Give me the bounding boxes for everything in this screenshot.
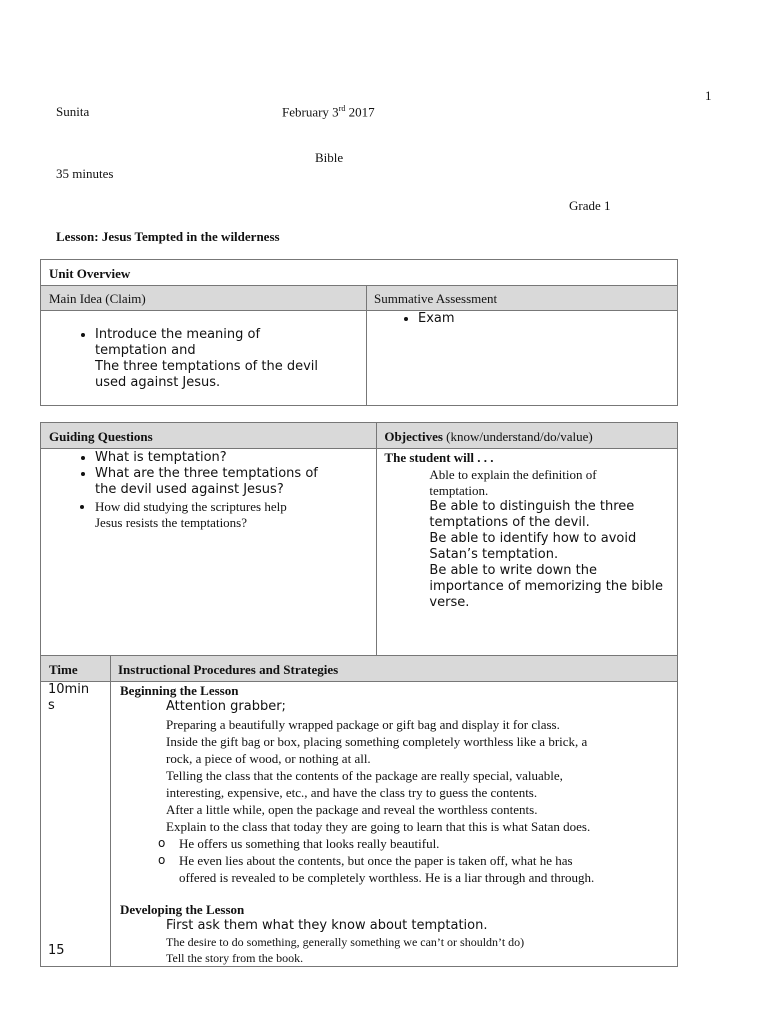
- objectives-header-detail: (know/understand/do/value): [442, 429, 593, 444]
- objectives-header: Objectives: [384, 429, 443, 444]
- satan-point: o He even lies about the contents, but once the paper is taken off, what he has offered is revealed to be completely worthless. He is a liar through and through.: [179, 852, 677, 886]
- developing-title: Developing the Lesson: [120, 902, 245, 917]
- duration: 35 minutes: [56, 166, 114, 181]
- unit-overview-table: [40, 259, 678, 406]
- main-idea-item: • Introduce the meaning of temptation and The three temptations of the devil used against Jesus.: [95, 327, 366, 391]
- date-ordinal: rd: [338, 104, 346, 113]
- beginning-steps: [120, 699, 677, 835]
- developing-step: First ask them what they know about temptation.: [166, 918, 488, 933]
- procedures-cell: [111, 682, 678, 967]
- main-idea-header: Main Idea (Claim): [49, 291, 146, 306]
- objective-item: Be able to write down the importance of memorizing the bible verse.: [429, 563, 663, 610]
- objectives-list: [384, 467, 677, 611]
- author-name: Sunita: [56, 104, 90, 119]
- guiding-question: • How did studying the scriptures help Jesus resists the temptations?: [95, 498, 376, 531]
- procedures-header-cell: [111, 656, 678, 682]
- lesson-plan-table: [40, 422, 678, 967]
- main-idea-header-cell: [41, 286, 367, 311]
- page-number: 1: [705, 88, 712, 103]
- satan-point: o He offers us something that looks really beautiful.: [179, 835, 677, 852]
- guiding-header: Guiding Questions: [49, 429, 153, 444]
- beginning-step: Telling the class that the contents of the package are really special, valuable, interesting, expensive, etc., and have the class try to guess the contents.: [166, 768, 563, 800]
- summative-cell: [367, 311, 678, 406]
- beginning-step: Explain to the class that today they are going to learn that this is what Satan does.: [166, 819, 591, 834]
- beginning-step: Inside the gift bag or box, placing something completely worthless like a brick, a rock, a piece of wood, or nothing at all.: [166, 734, 588, 766]
- grade-level: Grade 1: [569, 198, 611, 213]
- objectives-intro: The student will . . .: [384, 450, 494, 465]
- objective-item: Able to explain the definition of temptation.: [429, 467, 597, 498]
- objectives-cell: [377, 449, 678, 656]
- beginning-step: After a little while, open the package and reveal the worthless contents.: [166, 802, 538, 817]
- summative-list: [367, 311, 677, 327]
- beginning-step: Preparing a beautifully wrapped package or gift bag and display it for class.: [166, 717, 560, 732]
- unit-overview-title: Unit Overview: [49, 266, 131, 281]
- summative-header: Summative Assessment: [374, 291, 498, 306]
- guiding-header-cell: [41, 423, 377, 449]
- guiding-cell: [41, 449, 377, 656]
- beginning-title: Beginning the Lesson: [120, 683, 239, 698]
- subject: Bible: [315, 150, 344, 165]
- guiding-list: [41, 450, 376, 531]
- main-idea-list: [41, 327, 366, 391]
- lesson-date: [282, 104, 375, 120]
- satan-points-list: [120, 835, 677, 886]
- lesson-title: Lesson: Jesus Tempted in the wilderness: [56, 229, 280, 244]
- guiding-question: • What is temptation?: [95, 450, 376, 466]
- objective-item: Be able to distinguish the three temptations of the devil.: [429, 499, 635, 530]
- beginning-step: Attention grabber;: [166, 699, 286, 714]
- summative-header-cell: [367, 286, 678, 311]
- date-month-day: February 3: [282, 104, 339, 120]
- unit-overview-cell: [41, 260, 678, 286]
- time-cell: [41, 682, 111, 967]
- time-header-cell: [41, 656, 111, 682]
- developing-steps: [120, 918, 677, 966]
- time-header: Time: [49, 662, 78, 677]
- objectives-header-cell: [377, 423, 678, 449]
- procedures-header: Instructional Procedures and Strategies: [118, 662, 339, 677]
- developing-step: Tell the story from the book.: [166, 951, 304, 965]
- date-year: 2017: [345, 104, 375, 120]
- time-beginning: 10min s: [48, 682, 90, 713]
- summative-item: • Exam: [418, 311, 677, 327]
- guiding-question: • What are the three temptations of the devil used against Jesus?: [95, 466, 376, 498]
- objective-item: Be able to identify how to avoid Satan’s temptation.: [429, 531, 637, 562]
- time-developing: 15: [48, 943, 65, 958]
- main-idea-cell: [41, 311, 367, 406]
- developing-step: The desire to do something, generally something we can’t or shouldn’t do): [166, 935, 525, 949]
